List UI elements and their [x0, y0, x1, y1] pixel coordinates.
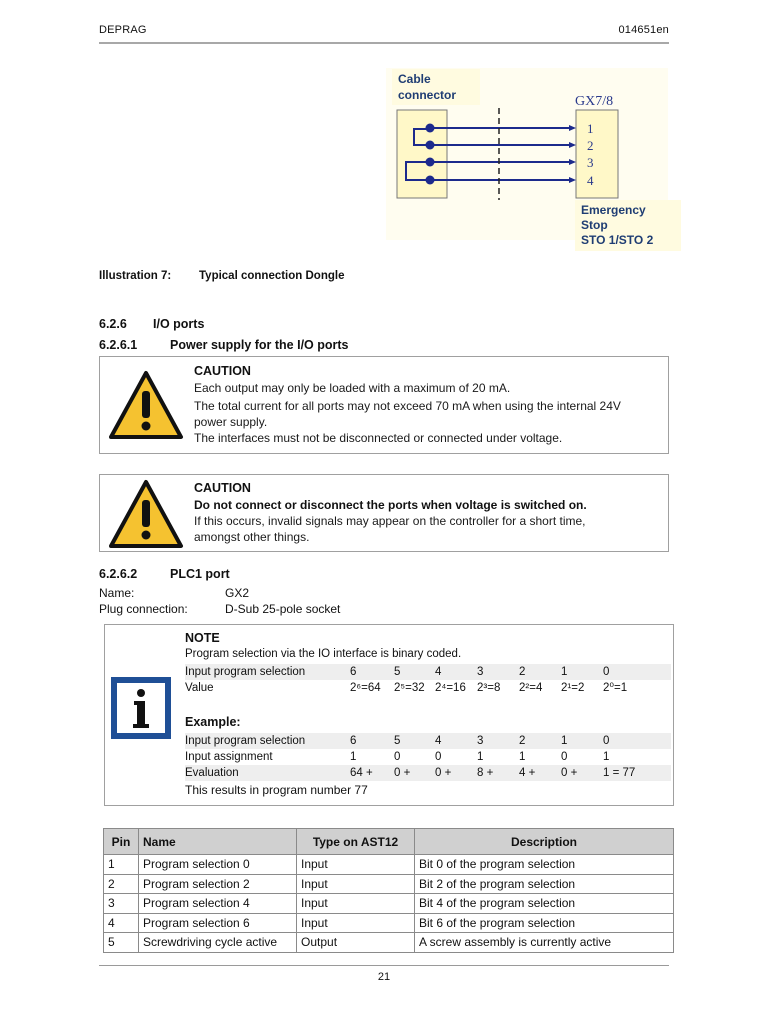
header-brand: DEPRAG — [99, 24, 147, 36]
gx-connector-label: GX7/8 — [575, 94, 614, 109]
example-cell: 3 — [477, 735, 484, 747]
example-cell: 0 + — [435, 767, 452, 779]
emergency-line3: STO 1/STO 2 — [581, 233, 654, 247]
signal-wires — [430, 128, 573, 180]
binary-value-cell: 2¹=2 — [561, 682, 585, 694]
figure-caption-text: Typical connection Dongle — [199, 270, 345, 282]
example-cell: 1 = 77 — [603, 767, 636, 779]
example-cell: 5 — [394, 735, 401, 747]
plc1-plug-label: Plug connection: — [99, 602, 188, 616]
pin-label-1: 1 — [587, 121, 594, 136]
pin-label-2: 2 — [587, 138, 594, 153]
example-cell: 0 + — [561, 767, 578, 779]
header-doc-number: 014651en — [618, 24, 669, 36]
pin-cell: 2 — [104, 874, 139, 894]
example-cell: 6 — [350, 735, 357, 747]
type-cell: Input — [297, 894, 415, 914]
section-6-2-6-title: I/O ports — [153, 317, 205, 331]
caution-2-content — [194, 480, 664, 545]
table-row — [104, 933, 674, 953]
note-intro: Program selection via the IO interface is binary coded. — [185, 648, 462, 660]
example-title: Example: — [185, 715, 241, 729]
example-cell: 0 — [561, 751, 568, 763]
plc1-name-label: Name: — [99, 586, 135, 600]
caution-box-2 — [99, 474, 669, 552]
section-6-2-6-1-number: 6.2.6.1 — [99, 338, 138, 352]
caution-1-line-2: The total current for all ports may not exceed 70 mA when using the internal 24V — [194, 399, 621, 413]
pin-label-3: 3 — [587, 155, 594, 170]
caution-2-line-1: If this occurs, invalid signals may appear on the controller for a short time, — [194, 514, 586, 528]
caution-2-title: CAUTION — [194, 481, 251, 495]
caution-1-line-1: Each output may only be loaded with a maximum of 20 mA. — [194, 381, 511, 395]
binary-value-cell: 3 — [477, 666, 484, 678]
pin-cell: 3 — [104, 894, 139, 914]
type-cell: Input — [297, 913, 415, 933]
cable-label-line2: connector — [398, 88, 457, 102]
footer-rule — [99, 965, 669, 966]
info-icon — [110, 676, 172, 740]
example-cell: 0 + — [394, 767, 411, 779]
table-row — [104, 874, 674, 894]
pin-cell: 5 — [104, 933, 139, 953]
arrow-1 — [569, 125, 576, 131]
emergency-stop-label — [575, 200, 681, 251]
dot-4 — [426, 176, 435, 185]
pin-table-header-row — [104, 829, 674, 855]
arrow-4 — [569, 177, 576, 183]
header-pin: Pin — [104, 829, 139, 855]
section-6-2-6-2-number: 6.2.6.2 — [99, 567, 138, 581]
page-number: 21 — [377, 971, 391, 983]
table-row — [104, 855, 674, 875]
binary-value-row-label: Value — [185, 682, 214, 694]
type-cell: Output — [297, 933, 415, 953]
plc1-plug-value: D-Sub 25-pole socket — [225, 602, 341, 616]
example-cell: 0 — [603, 735, 610, 747]
description-cell: Bit 4 of the program selection — [415, 894, 674, 914]
cable-connector-label — [392, 69, 480, 105]
example-row-label: Evaluation — [185, 767, 239, 779]
description-cell: Bit 6 of the program selection — [415, 913, 674, 933]
binary-value-cell: 4 — [435, 666, 442, 678]
dot-3 — [426, 158, 435, 167]
warning-triangle-icon — [108, 478, 184, 550]
caution-box-1 — [99, 356, 669, 454]
caution-2-line-2: amongst other things. — [194, 530, 310, 544]
example-cell: 2 — [519, 735, 526, 747]
cable-connector-box — [397, 110, 447, 198]
gx-connector-box — [576, 110, 618, 198]
binary-value-cell: 2⁰=1 — [603, 682, 628, 694]
binary-value-cell: 1 — [561, 666, 568, 678]
example-cell: 4 + — [519, 767, 536, 779]
example-cell: 64 + — [350, 767, 373, 779]
note-title: NOTE — [185, 631, 220, 645]
header-description: Description — [415, 829, 674, 855]
type-cell: Input — [297, 874, 415, 894]
binary-value-cell: 2⁴=16 — [435, 682, 466, 694]
example-cell: 4 — [435, 735, 442, 747]
table-row — [104, 913, 674, 933]
binary-value-cell: 2⁵=32 — [394, 682, 425, 694]
caution-1-line-3: power supply. — [194, 415, 268, 429]
example-row — [185, 765, 671, 781]
caution-1-content — [194, 363, 664, 446]
pin-table — [103, 828, 674, 953]
example-cell: 1 — [477, 751, 484, 763]
dot-2 — [426, 141, 435, 150]
figure-caption-label: Illustration 7: — [99, 270, 172, 282]
section-6-2-6-number: 6.2.6 — [99, 317, 127, 331]
example-cell: 1 — [519, 751, 526, 763]
binary-value-row-label: Input program selection — [185, 666, 306, 678]
example-cell: 1 — [561, 735, 568, 747]
caution-1-title: CAUTION — [194, 364, 251, 378]
dot-1 — [426, 124, 435, 133]
name-cell: Screwdriving cycle active — [139, 933, 297, 953]
description-cell: A screw assembly is currently active — [415, 933, 674, 953]
binary-value-cell: 6 — [350, 666, 357, 678]
pin-label-4: 4 — [587, 173, 594, 188]
pin-cell: 1 — [104, 855, 139, 875]
example-cell: 1 — [603, 751, 610, 763]
arrow-2 — [569, 142, 576, 148]
header-name: Name — [139, 829, 297, 855]
emergency-line1: Emergency — [581, 203, 646, 217]
example-cell: 0 — [394, 751, 401, 763]
section-6-2-6-2-title: PLC1 port — [170, 567, 230, 581]
pin-cell: 4 — [104, 913, 139, 933]
example-cell: 1 — [350, 751, 357, 763]
binary-value-cell: 2³=8 — [477, 682, 501, 694]
table-row — [104, 894, 674, 914]
header-rule — [99, 42, 669, 44]
example-row-label: Input program selection — [185, 735, 306, 747]
name-cell: Program selection 6 — [139, 913, 297, 933]
example-row — [185, 749, 671, 765]
example-cell: 0 — [435, 751, 442, 763]
example-cell: 8 + — [477, 767, 494, 779]
binary-value-row — [185, 664, 671, 680]
example-row — [185, 733, 671, 749]
caution-1-line-4: The interfaces must not be disconnected or connected under voltage. — [194, 431, 563, 445]
section-6-2-6-1-title: Power supply for the I/O ports — [170, 338, 349, 352]
binary-value-cell: 0 — [603, 666, 610, 678]
binary-value-cell: 2 — [519, 666, 526, 678]
cable-label-line1: Cable — [398, 72, 431, 86]
emergency-line2: Stop — [581, 218, 608, 232]
type-cell: Input — [297, 855, 415, 875]
header-type: Type on AST12 — [297, 829, 415, 855]
binary-value-cell: 2²=4 — [519, 682, 543, 694]
binary-value-row — [185, 680, 671, 696]
name-cell: Program selection 4 — [139, 894, 297, 914]
warning-triangle-icon — [108, 369, 184, 441]
wire-arrowheads — [569, 125, 576, 183]
description-cell: Bit 2 of the program selection — [415, 874, 674, 894]
binary-value-cell: 5 — [394, 666, 401, 678]
plc1-name-value: GX2 — [225, 586, 250, 600]
binary-value-cell: 2⁶=64 — [350, 682, 381, 694]
name-cell: Program selection 0 — [139, 855, 297, 875]
caution-2-bold-line: Do not connect or disconnect the ports when voltage is switched on. — [194, 498, 587, 512]
note-result: This results in program number 77 — [185, 783, 368, 797]
arrow-3 — [569, 159, 576, 165]
description-cell: Bit 0 of the program selection — [415, 855, 674, 875]
pin-table-body — [104, 855, 674, 953]
name-cell: Program selection 2 — [139, 874, 297, 894]
example-row-label: Input assignment — [185, 751, 273, 763]
